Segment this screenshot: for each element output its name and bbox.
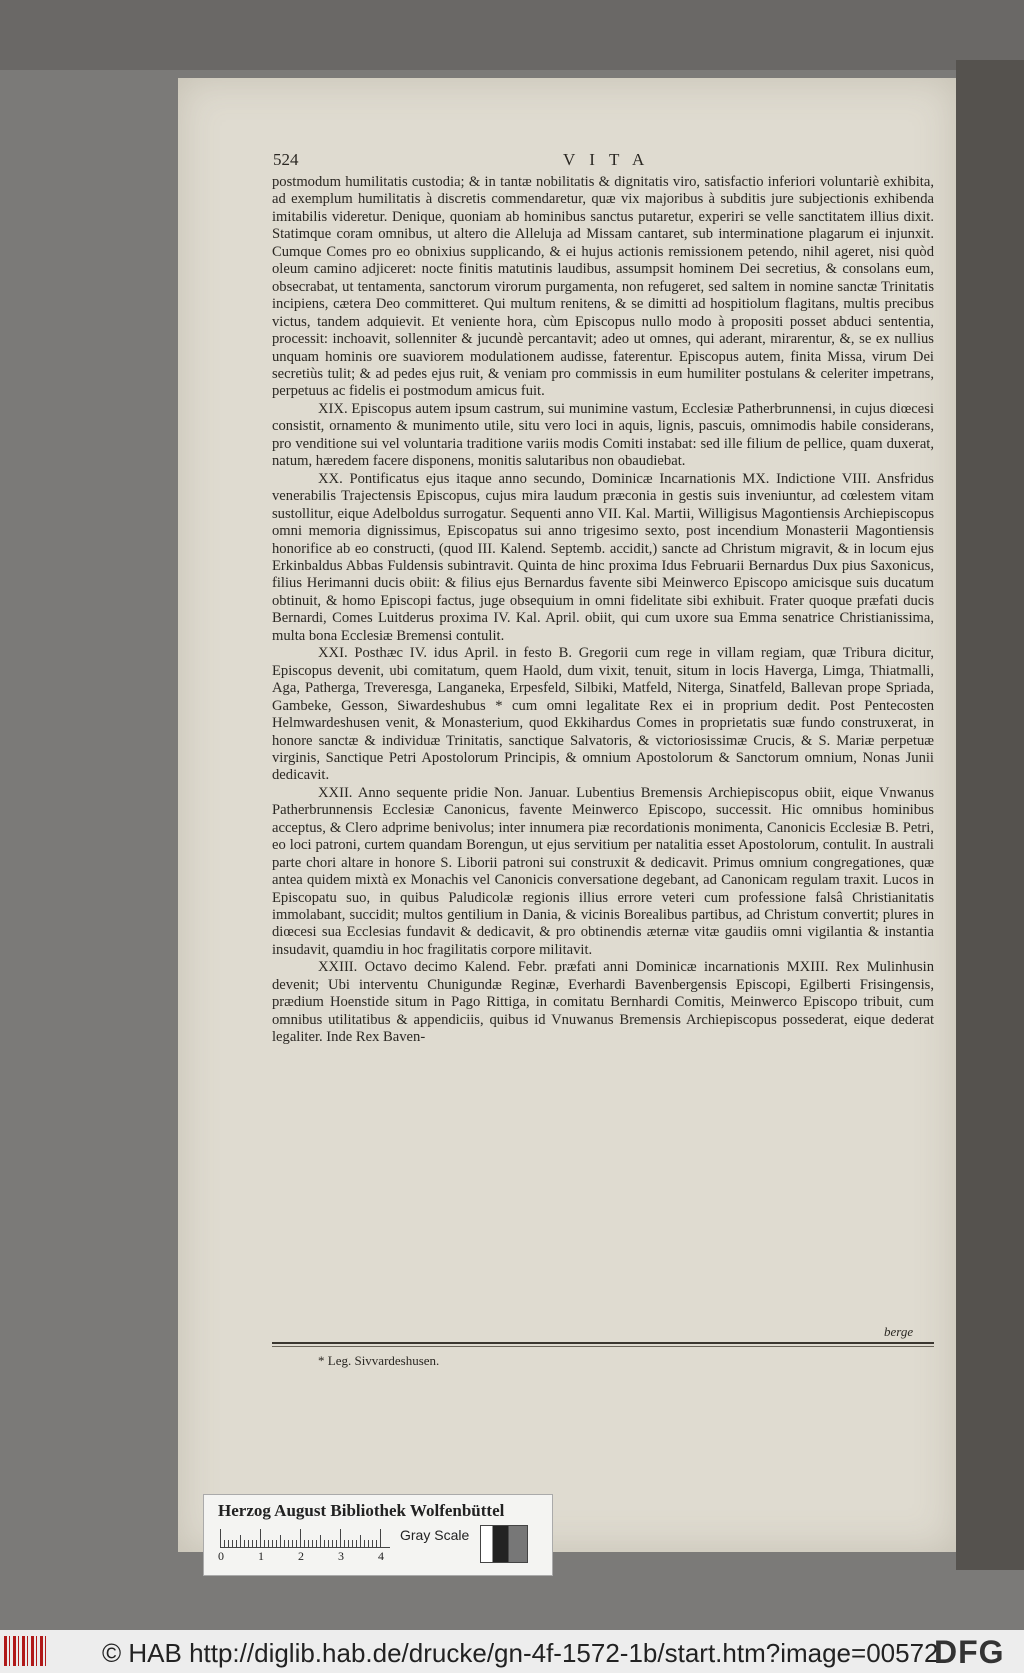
paragraph: XXII. Anno sequente pridie Non. Januar. Lubentius Bremensis Archiepiscopus obiit, eique Vnwanus Patherbrunnensis Ecclesiæ Canonicus, favente Meinwerco Episcopo, successit. Hic omnibus hominibus acceptus, & Clero adprime benivolus; inter innumera piæ recordationis monimenta, Canonicis Ecclesiæ B. Petri, eo loci patroni, curtem quandam Borengun, ut ejus servitium per natalitia esset Apostolorum, contulit. In australi parte chori altare in honore S. Liborii patroni sui construxit & dedicavit. Primus omnium congregationes, quæ antea quidem mixtà ex Monachis vel Canonicis conversatione degebant, ad Canonicam regulam traxit. Lucos in Episcopatu suo, in quibus Paludicolæ regionis illius errore veteri cum professione falsâ Christianitatis immolabant, succidit; multos gentilium in Dania, & vicinis Borealibus partibus, ad Christum convertit; plures in diœcesi sua Ecclesias fundavit & dedicavit, & pro obtinendis æternæ vitæ gaudiis omni vigilantia & instantia insudavit, quamdiu in hoc fragilitatis corpore militavit. <box>272 784 934 958</box>
ruler-tick <box>228 1540 229 1547</box>
ruler-tick <box>372 1540 373 1547</box>
ruler-tick <box>240 1535 241 1547</box>
ruler-tick <box>336 1540 337 1547</box>
ruler-tick <box>232 1540 233 1547</box>
gray-scale-swatch <box>480 1525 528 1563</box>
ruler-tick <box>312 1540 313 1547</box>
ruler-tick <box>348 1540 349 1547</box>
ruler-tick <box>252 1540 253 1547</box>
paragraph: XXI. Posthæc IV. idus April. in festo B. Gregorii cum rege in villam regiam, quæ Tribura dicitur, Episcopus devenit, ubi comitatum, quem Haold, dum vixit, tenuit, situm in locis Haverga, Limga, Thiatmalli, Aga, Patherga, Treveresga, Langaneka, Erpesfeld, Silbiki, Matfeld, Niterga, Sinatfeld, Ballevan prope Spriada, Gambeke, Gesson, Siwardeshubus * cum omni legalitate Rex ei in proprium dedit. Post Pentecosten Helmwardeshusen venit, & Monasterium, quod Ekkihardus Comes in proprietatis suæ fundo construxerat, in honore sanctæ & individuæ Trinitatis, sanctique Salvatoris, & victoriosissimæ Crucis, & S. Mariæ perpetuæ virginis, Sanctique Petri Apostolorum Principis, & omnium Apostolorum & Sanctorum omnium, Nonas Junii dedicavit. <box>272 645 934 784</box>
page-header <box>273 150 873 172</box>
source-url[interactable]: © HAB http://diglib.hab.de/drucke/gn-4f-1572-1b/start.htm?image=00572 <box>102 1638 939 1668</box>
ruler-tick <box>364 1540 365 1547</box>
ruler-tick <box>288 1540 289 1547</box>
ruler-tick <box>280 1535 281 1547</box>
ruler-tick <box>256 1540 257 1547</box>
ruler-tick <box>272 1540 273 1547</box>
ruler-tick <box>328 1540 329 1547</box>
color-target-card <box>203 1494 553 1576</box>
ruler-tick <box>224 1540 225 1547</box>
viewer-footer <box>0 1630 1024 1673</box>
ruler-tick <box>356 1540 357 1547</box>
ruler-tick <box>352 1540 353 1547</box>
ruler-tick <box>292 1540 293 1547</box>
footnote-rule-thin <box>272 1346 934 1347</box>
ruler-tick <box>248 1540 249 1547</box>
ruler-tick <box>368 1540 369 1547</box>
ruler-tick <box>244 1540 245 1547</box>
ruler-tick <box>268 1540 269 1547</box>
ruler-tick <box>332 1540 333 1547</box>
catchword: berge <box>884 1324 914 1339</box>
page-number: 524 <box>273 150 299 169</box>
ruler-label: 2 <box>298 1549 304 1563</box>
ruler-tick <box>276 1540 277 1547</box>
ruler-tick <box>304 1540 305 1547</box>
ruler-tick <box>324 1540 325 1547</box>
gray-scale-label: Gray Scale <box>400 1527 470 1543</box>
scan-top-background <box>0 0 1024 70</box>
book-page <box>178 78 956 1552</box>
ruler-tick <box>300 1529 301 1547</box>
library-name: Herzog August Bibliothek Wolfenbüttel <box>218 1501 505 1520</box>
ruler-tick <box>340 1529 341 1547</box>
footnote-rule <box>272 1342 934 1344</box>
ruler-tick <box>220 1529 221 1547</box>
ruler-tick <box>380 1529 381 1547</box>
ruler-tick <box>296 1540 297 1547</box>
page-body <box>272 174 934 1047</box>
ruler-tick <box>320 1535 321 1547</box>
ruler-tick <box>360 1535 361 1547</box>
dfg-logo: DFG <box>934 1634 1005 1670</box>
ruler-tick <box>308 1540 309 1547</box>
paragraph: postmodum humilitatis custodia; & in tantæ nobilitatis & dignitatis viro, satisfactio inferiori voluntariè exhibita, ad exemplum humilitatis à discretis commendaretur, quæ vix majoribus à subditis jure subjectionis exhibenda imitabilis videretur. Denique, quoniam ab hominibus sanctus putaretur, experiri se velle sanctitatem illius dixit. Statimque coram omnibus, ut altero die Alleluja ad Missam cantaret, sub interminatione plagarum ei injunxit. Cumque Comes pro eo obnixius supplicando, & ei hujus actionis remissionem petendo, nihil ageret, nisi quòd oleum camino adjiceret: nocte finitis matutinis laudibus, assumpsit hominem Dei secretius, & consolans eum, obsecrabat, ut tentamenta, sanctorum virorum purgamenta, non refugeret, sed saltem in nomine sanctæ Trinitatis incipiens, cætera Deo committeret. Qui multum renitens, & se dimitti ad hospitiolum flagitans, multis precibus victus, tandem adquievit. Et veniente hora, cùm Episcopus nullo modo à propositi posset abduci sententia, processit: inchoavit, sollenniter & jucundè percantavit; adeo ut omnes, qui aderant, mirarentur, &, se ex nullius unquam hominis ore suaviorem modulationem audisse, faterentur. Episcopus autem, finita Missa, virum Dei secretiùs tulit; & ad pedes ejus ruit, & veniam pro commissis in eum humiliter postulans & celeriter impetrans, perpetuus ac fidelis ei postmodum amicus fuit. <box>272 174 934 400</box>
ruler-tick <box>316 1540 317 1547</box>
barcode-icon <box>4 1636 48 1666</box>
paragraph: XXIII. Octavo decimo Kalend. Febr. præfati anni Dominicæ incarnationis MXIII. Rex Mulinhusin devenit; Ubi interventu Chunigundæ Reginæ, Everhardi Bavenbergensis Episcopi, Egilberti Frisingensis, prædium Hoenstide situm in Pago Rittiga, in comitatu Bernhardi Comitis, Meinwerco Episcopo tribuit, cum omnibus utilitatibus & appendiciis, quibus id Vnuwanus Bremensis Archiepiscopus possederat, eique dederat legaliter. Inde Rex Baven- <box>272 959 934 1046</box>
footnote: * Leg. Sivvardeshusen. <box>318 1353 440 1368</box>
ruler-tick <box>236 1540 237 1547</box>
running-title: VITA <box>563 150 659 169</box>
ruler-tick <box>376 1540 377 1547</box>
paragraph: XIX. Episcopus autem ipsum castrum, sui munimine vastum, Ecclesiæ Patherbrunnensi, in cujus diœcesi consistit, ornamento & munimento utile, situ vero loci in aquis, lignis, pascuis, omnimodis habile considerans, pro venditione sui vel voluntaria traditione variis modis Comiti instabat: sed ille filium de pellice, quam duxerat, natum, hæredem facere disponens, monitis salutaribus non obaudiebat. <box>272 400 934 470</box>
scan-right-edge <box>956 60 1024 1570</box>
paragraph: XX. Pontificatus ejus itaque anno secundo, Dominicæ Incarnationis MX. Indictione VIII. Ansfridus venerabilis Trajectensis Episcopus, cujus mira laudum præconia in gestis suis inveniuntur, ad cœlestem vitam sustollitur, eique Adelboldus surrogatur. Sequenti anno VII. Kal. Martii, Willigisus Magontiensis Archiepiscopus omni memoria dignissimus, Episcopatus sui anno trigesimo sexto, post incendium Monasterii Magontiensis honorifice ab eo constructi, (quod III. Kalend. Septemb. accidit,) sancte ad Christum migravit, & in locum ejus Erkinbaldus Abbas Fuldensis subintravit. Quinta de hinc proxima Idus Februarii Bernardus Dux pius Saxonicus, filius Herimanni ducis obiit: & filius ejus Bernardus favente sibi Meinwerco Episcopo amicisque suis ducatum obtinuit, & homo Episcopi factus, juge obsequium in omni fidelitate sibi exhibuit. Frater quoque præfati ducis Bernardi, Comes Luitderus proxima IV. Kal. April. obiit, qui cum uxore sua Emma senatrice Christianissima, multa bona Ecclesiæ Bremensi contulit. <box>272 470 934 644</box>
ruler-tick <box>344 1540 345 1547</box>
ruler-label: 0 <box>218 1549 224 1563</box>
ruler-tick <box>264 1540 265 1547</box>
ruler-tick <box>260 1529 261 1547</box>
ruler-label: 1 <box>258 1549 264 1563</box>
ruler-label: 4 <box>378 1549 384 1563</box>
ruler-label: 3 <box>338 1549 344 1563</box>
ruler-tick <box>284 1540 285 1547</box>
scale-ruler <box>220 1529 390 1548</box>
